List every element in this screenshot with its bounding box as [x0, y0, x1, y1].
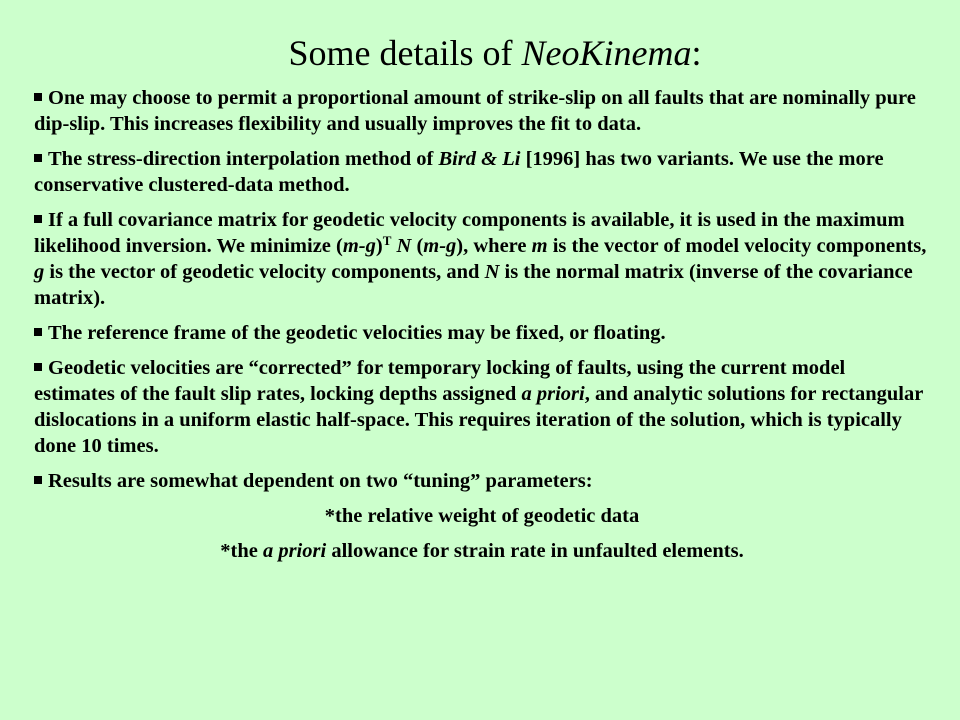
- tuning-text: allowance for strain rate in unfaulted elements.: [326, 540, 744, 563]
- math-term: N: [484, 260, 500, 283]
- math-term: m-g: [423, 234, 457, 257]
- square-bullet-icon: [34, 154, 42, 162]
- transpose-superscript: T: [382, 232, 392, 248]
- bullet-list: [34, 86, 930, 575]
- bullet-text: Results are somewhat dependent on two “tuning” parameters:: [48, 469, 593, 492]
- square-bullet-icon: [34, 328, 42, 336]
- title-suffix: :: [691, 33, 702, 73]
- bullet-item-reference-frame: [34, 321, 930, 347]
- bullet-text: is the vector of geodetic velocity components, and: [44, 260, 485, 283]
- citation-authors: Bird & Li: [438, 148, 521, 171]
- bullet-item-tuning-parameters: [34, 469, 930, 495]
- latin-term: a priori: [521, 382, 585, 405]
- latin-term: a priori: [262, 540, 327, 563]
- title-software-name: NeoKinema: [521, 33, 692, 73]
- bullet-text: One may choose to permit a proportional amount of strike-slip on all faults that are nominally pure dip-slip. This increases flexibility and usually improves the fit to data.: [34, 87, 916, 135]
- math-term: N: [396, 234, 412, 257]
- square-bullet-icon: [34, 93, 42, 101]
- bullet-text: is the vector of model velocity components,: [547, 234, 927, 257]
- tuning-parameter-strain-allowance: [34, 539, 930, 565]
- bullet-item-strike-slip: [34, 86, 930, 138]
- math-term: m: [531, 234, 548, 257]
- bullet-text: ): [375, 234, 383, 257]
- bullet-text: If a full covariance matrix for geodetic velocity components is available, it is used in the maximum likelihood inversion. We minimize (: [34, 209, 905, 257]
- bullet-text: [1996] has two variants. We use the more conservative clustered-data method.: [34, 148, 884, 196]
- bullet-text: (: [411, 234, 424, 257]
- tuning-parameter-geodetic-weight: [34, 504, 930, 530]
- slide-title: [0, 30, 960, 76]
- bullet-text: Geodetic velocities are “corrected” for temporary locking of faults, using the current model estimates of the fault slip rates, locking depths assigned: [34, 357, 846, 405]
- bullet-item-stress-direction: [34, 147, 930, 199]
- bullet-item-covariance-matrix: [34, 208, 930, 311]
- bullet-text: , and analytic solutions for rectangular dislocations in a uniform elastic half-space. This requires iteration of the solution, which is typically done 10 times.: [34, 382, 923, 457]
- square-bullet-icon: [34, 215, 42, 223]
- bullet-text: The stress-direction interpolation method of: [48, 148, 439, 171]
- bullet-text: ), where: [456, 234, 532, 257]
- bullet-text: is the normal matrix (inverse of the covariance matrix).: [34, 260, 913, 309]
- tuning-text: *the: [220, 540, 263, 563]
- square-bullet-icon: [34, 363, 42, 371]
- square-bullet-icon: [34, 476, 42, 484]
- bullet-item-geodetic-correction: [34, 356, 930, 459]
- tuning-text: *the relative weight of geodetic data: [324, 505, 640, 528]
- math-term: g: [34, 260, 45, 283]
- title-prefix: Some details of: [288, 33, 522, 73]
- bullet-text: The reference frame of the geodetic velocities may be fixed, or floating.: [48, 321, 666, 344]
- math-term: m-g: [342, 234, 376, 257]
